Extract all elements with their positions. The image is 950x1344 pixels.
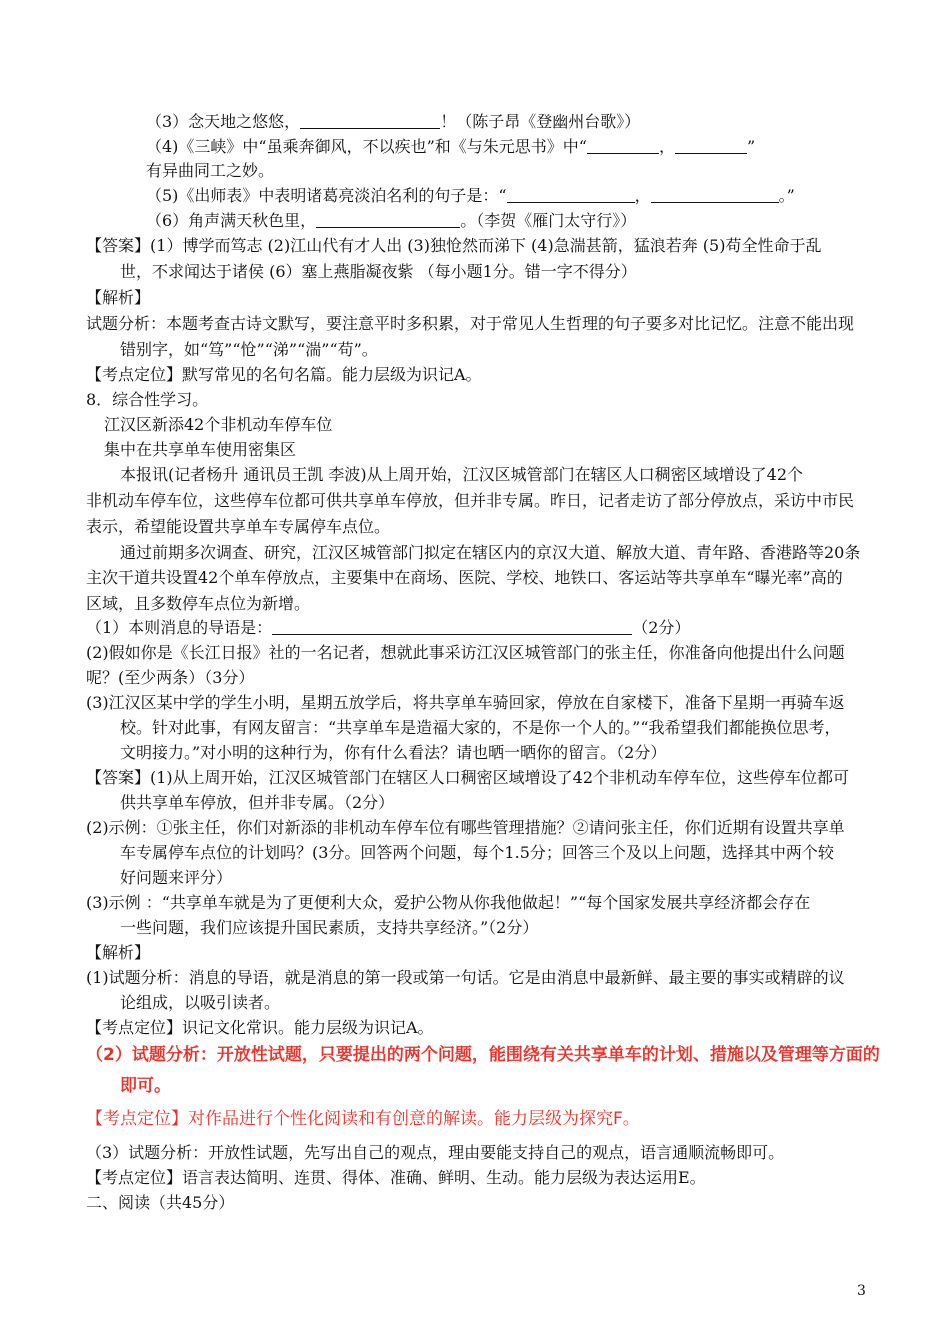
q8-answer-line3: (2)示例：①张主任，你们对新添的非机动车停车位有哪些管理措施？②请问张主任，你们近期有设置共享单 [86,818,845,837]
q8-answer-line7: 一些问题，我们应该提升国民素质，支持共享经济。”（2分） [120,918,539,937]
q7-item4 [146,137,755,157]
news-p2-line2: 主次干道共设置42个单车停放点，主要集中在商场、医院、学校、地铁口、客运站等共享单车“曝光率”高的 [86,568,843,587]
news-p2-line3: 区域，且多数停车点位为新增。 [86,594,311,613]
q8-kaodian-2: 【考点定位】对作品进行个性化阅读和有创意的解读。能力层级为探究F。 [86,1109,640,1129]
q8-analysis3: （3）试题分析：开放性试题，先写出自己的观点，理由要能支持自己的观点，语言通顺流畅即可。 [86,1143,785,1162]
q7-item5 [146,186,795,206]
q7-item4-blank-2 [675,137,747,154]
q8-sub1-text: （1）本则消息的导语是： [86,618,273,637]
q7-answer-text: (1）博学而笃志 (2)江山代有才人出 (3)独怆然而涕下 (4)急湍甚箭，猛浪若奔 (5)苟全性命于乱 [150,236,822,255]
q7-item3-suffix: ！（陈子昂《登幽州台歌》） [440,112,641,131]
q8-answer-line2: 供共享单车停放，但并非专属。（2分） [120,793,395,812]
q7-analysis-line1: 试题分析：本题考查古诗文默写，要注意平时多积累，对于常见人生哲理的句子要多对比记忆。注意不能出现 [86,314,855,333]
news-p2-line1: 通过前期多次调查、研究，江汉区城管部门拟定在辖区内的京汉大道、解放大道、青年路、香港路等20条 [120,543,861,562]
q8-analysis2-line1: （2）试题分析：开放性试题，只要提出的两个问题，能围绕有关共享单车的计划、措施以及管理等方面的 [86,1045,880,1065]
q8-kaodian-1: 【考点定位】识记文化常识。能力层级为识记A。 [86,1018,434,1037]
q7-item5-sep: ， [634,186,651,205]
q7-analysis-line2: 错别字，如“笃”“怆”“涕”“湍”“苟”。 [120,340,378,359]
q7-item5-prefix: （5)《出师表》中表明诸葛亮淡泊名利的句子是：“ [146,186,507,205]
news-p1-line3: 表示，希望能设置共享单车专属停车点位。 [86,517,391,536]
q7-item5-blank-2 [651,186,779,203]
q7-kaodian: 【考点定位】默写常见的名句名篇。能力层级为识记A。 [86,365,482,384]
q8-analysis2-line2: 即可。 [120,1076,171,1096]
q8-sub1-score: （2分） [632,618,691,637]
q8-sub1 [86,618,690,638]
q8-sub3-line1: (3)江汉区某中学的学生小明，星期五放学后，将共享单车骑回家，停放在自家楼下，准备下星期一再骑车返 [86,693,845,712]
q7-answer-line1 [86,236,821,256]
q8-analysis1-line2: 论组成，以吸引读者。 [120,993,281,1012]
q7-item3-blank [300,112,440,129]
q7-item6 [146,211,636,231]
q8-sub3-line3: 文明接力。”对小明的这种行为，你有什么看法？请也晒一晒你的留言。（2分） [120,743,667,762]
q7-item6-prefix: （6）角声满天秋色里， [146,211,317,230]
q7-item3 [146,112,640,132]
page-number: 3 [857,1283,866,1299]
q8-answer-line6: (3)示例 ：“共享单车就是为了更便利大众，爱护公物从你我他做起！”“每个国家发展共享经济都会存在 [86,893,811,912]
news-p1-line2: 非机动车停车位，这些停车位都可供共享单车停放，但并非专属。昨日，记者走访了部分停放点，采访中市民 [86,491,855,510]
q8-kaodian-3: 【考点定位】语言表达简明、连贯、得体、准确、鲜明、生动。能力层级为表达运用E。 [86,1168,706,1187]
q7-item4-cont: 有异曲同工之妙。 [146,161,275,180]
q8-heading: 8．综合性学习。 [86,390,209,409]
news-p1-line1: 本报讯(记者杨升 通讯员王凯 李波)从上周开始，江汉区城管部门在辖区人口稠密区域增设了42个 [120,465,804,484]
q8-answer-line4: 车专属停车点位的计划吗？(3分。回答两个问题，每个1.5分；回答三个及以上问题，选择其中两个较 [120,843,834,862]
q8-sub2-line2: 呢？(至少两条）（3分） [86,668,255,687]
q7-item4-sep: ， [658,137,675,156]
q7-item4-end: ” [746,137,756,156]
q7-item5-blank-1 [507,186,635,203]
q7-item5-end: 。” [778,186,795,205]
q8-analysis-label: 【解析】 [86,943,151,962]
q7-item3-prefix: （3）念天地之悠悠， [146,112,301,131]
q7-analysis-label: 【解析】 [86,288,151,307]
news-title-1: 江汉区新添42个非机动车停车位 [104,415,333,434]
section-2-heading: 二、阅读（共45分） [86,1193,235,1212]
q8-answer-line1: 【答案】(1)从上周开始，江汉区城管部门在辖区人口稠密区域增设了42个非机动车停车位，这些停车位都可 [86,768,850,787]
q7-answer-line2: 世，不求闻达于诸侯 (6）塞上燕脂凝夜紫 （每小题1分。错一字不得分） [120,262,637,281]
q7-item4-prefix: （4)《三峡》中“虽乘奔御风，不以疾也”和《与朱元思书》中“ [146,137,587,156]
q7-answer-tag: 【答案】 [86,236,151,255]
q8-answer-line5: 好问题来评分） [120,868,233,887]
q8-sub2-line1: (2)假如你是《长江日报》社的一名记者，想就此事采访江汉区城管部门的张主任，你准备向他提出什么问题 [86,643,845,662]
q8-analysis1-line1: (1)试题分析：消息的导语，就是消息的第一段或第一句话。它是由消息中最新鲜、最主要的事实或精辟的议 [86,968,845,987]
news-title-2: 集中在共享单车使用密集区 [104,440,297,459]
q7-item6-blank [316,211,460,228]
q7-item6-suffix: 。（李贺《雁门太守行》） [460,211,637,230]
q8-sub1-blank [272,618,632,635]
q8-sub3-line2: 校。针对此事，有网友留言：“共享单车是造福大家的，不是你一个人的。”“我希望我们都能换位思考， [120,718,841,737]
q7-item4-blank-1 [587,137,659,154]
